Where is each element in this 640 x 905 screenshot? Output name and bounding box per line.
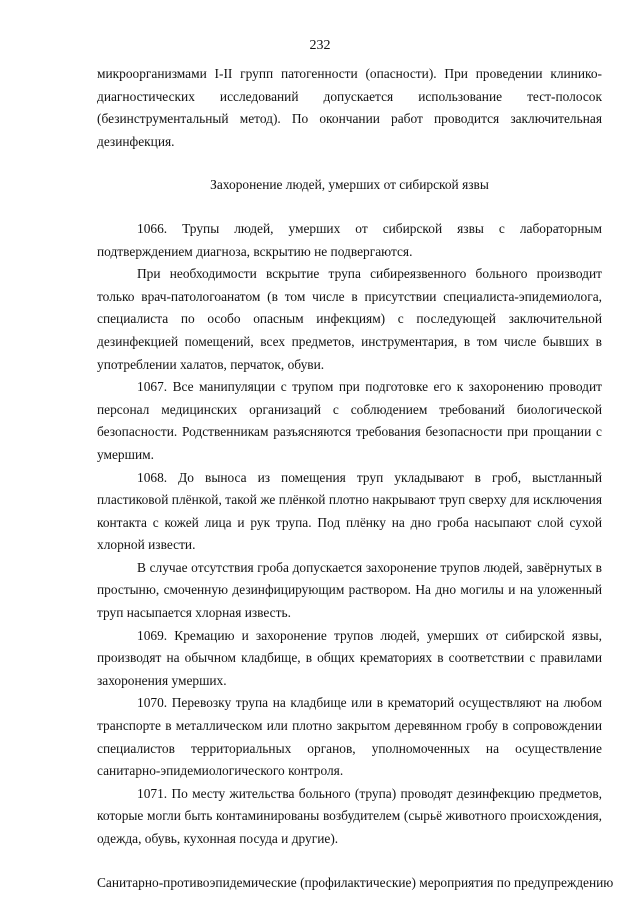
- page-number: 232: [309, 38, 331, 53]
- document-body: [97, 63, 614, 894]
- paragraph-1066: 1066. Трупы людей, умерших от сибирской язвы с лабораторным подтверждением диагноза, вскрытию не подвергаются.: [97, 220, 602, 259]
- paragraph-1070: 1070. Перевозку трупа на кладбище или в крематорий осуществляют на любом транспорте в металлическом или плотно закрытом деревянном гробу в сопровождении специалистов территориальных органов, уполномоченных на осуществление санитарно-эпидемиологического контроля.: [97, 695, 602, 779]
- paragraph-1068: 1068. До выноса из помещения труп укладывают в гроб, выстланный пластиковой плёнкой, такой же плёнкой плотно накрывают труп сверху для исключения контакта с кожей лица и рук трупа. Под плёнку на дно гроба насыпают слой сухой хлорной извести.: [97, 469, 602, 553]
- next-section-heading: Санитарно-противоэпидемические (профилактические) мероприятия по предупреждению: [97, 874, 614, 890]
- spacer: [97, 197, 602, 218]
- paragraph-no-coffin: В случае отсутствия гроба допускается захоронение трупов людей, завёрнутых в простыню, смоченную дезинфицирующим раствором. На дно могилы и на уложенный труп насыпается хлорная известь.: [97, 559, 602, 621]
- spacer: [97, 851, 602, 872]
- continued-paragraph: микроорганизмами I-II групп патогенности (опасности). При проведении клинико-диагностических исследований допускается использование тест-полосок (безинструментальный метод). По окончании работ проводится заключительная дезинфекция.: [97, 66, 602, 149]
- paragraph-1067: 1067. Все манипуляции с трупом при подготовке его к захоронению проводит персонал медицинских организаций с соблюдением требований биологической безопасности. Родственникам разъясняются требования безопасности при прощании с умершим.: [97, 379, 602, 462]
- section-heading: Захоронение людей, умерших от сибирской язвы: [210, 177, 489, 193]
- paragraph-1069: 1069. Кремацию и захоронение трупов людей, умерших от сибирской язвы, производят на обычном кладбище, в общих крематориях в соответствии с правилами захоронения умерших.: [97, 627, 602, 688]
- spacer: [97, 153, 602, 174]
- paragraph-autopsy: При необходимости вскрытие трупа сибиреязвенного больного производит только врач-патологоанатом (в том числе в присутствии специалиста-эпидемиолога, специалиста по особо опасным инфекциям) с последующей заключительной дезинфекцией помещений, всех предметов, инструментария, в том числе бывших в употреблении халатов, перчаток, обуви.: [97, 266, 602, 372]
- paragraph-1071: 1071. По месту жительства больного (трупа) проводят дезинфекцию предметов, которые могли быть контаминированы возбудителем (сырьё животного происхождения, одежда, обувь, кухонная посуда и другие).: [97, 785, 602, 846]
